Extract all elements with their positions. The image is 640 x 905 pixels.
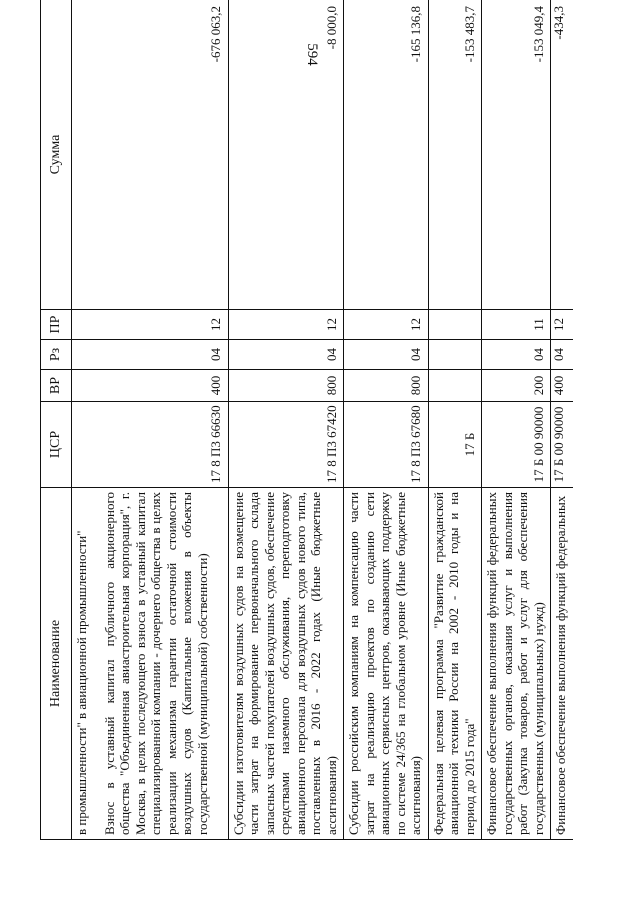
row-vr: 400 xyxy=(100,370,229,402)
row-vr xyxy=(428,370,482,402)
row-pr: 12 xyxy=(100,310,229,340)
row-sum: -165 136,8 xyxy=(344,0,429,310)
table-row xyxy=(100,0,229,840)
row-csr: 17 Б xyxy=(428,402,482,488)
table-row xyxy=(551,0,573,840)
row-rz xyxy=(72,340,100,370)
table-row xyxy=(72,0,100,840)
row-rz xyxy=(428,340,482,370)
row-name: Субсидии российским компаниям на компенсацию части затрат на реализацию проектов по созданию сети авиационных сервисных центров, оказывающих поддержку по системе 24/365 на глобальном уровне (Иные бюджетные ассигнования) xyxy=(344,488,429,840)
header-name: Наименование xyxy=(41,488,72,840)
row-sum: -676 063,2 xyxy=(100,0,229,310)
row-vr: 800 xyxy=(228,370,344,402)
table-row xyxy=(428,0,482,840)
row-name: в промышленности" в авиационной промышленности" xyxy=(72,488,100,840)
budget-table xyxy=(40,0,573,840)
row-rz: 04 xyxy=(344,340,429,370)
table-header-row xyxy=(41,0,72,840)
row-pr xyxy=(72,310,100,340)
row-vr: 800 xyxy=(344,370,429,402)
page-number: 594 xyxy=(303,43,320,66)
row-csr xyxy=(72,402,100,488)
header-vr: ВР xyxy=(41,370,72,402)
table-row xyxy=(482,0,551,840)
row-pr xyxy=(428,310,482,340)
row-rz: 04 xyxy=(482,340,551,370)
row-rz: 04 xyxy=(228,340,344,370)
row-pr: 12 xyxy=(551,310,573,340)
table-row xyxy=(344,0,429,840)
row-pr: 12 xyxy=(344,310,429,340)
row-rz: 04 xyxy=(100,340,229,370)
row-csr: 17 8 П3 67420 xyxy=(228,402,344,488)
header-pr: ПР xyxy=(41,310,72,340)
row-sum: -8 000,0 xyxy=(228,0,344,310)
row-name: Федеральная целевая программа "Развитие гражданской авиационной техники России на 2002 - 2010 годы и на период до 2015 года" xyxy=(428,488,482,840)
row-sum: -153 049,4 xyxy=(482,0,551,310)
table-row xyxy=(228,0,344,840)
row-sum: -153 483,7 xyxy=(428,0,482,310)
row-vr: 400 xyxy=(551,370,573,402)
row-name: Финансовое обеспечение выполнения функций федеральных xyxy=(551,488,573,840)
rotated-page xyxy=(40,0,600,840)
row-rz: 04 xyxy=(551,340,573,370)
row-vr: 200 xyxy=(482,370,551,402)
header-csr: ЦСР xyxy=(41,402,72,488)
row-csr: 17 Б 00 90000 xyxy=(551,402,573,488)
row-pr: 11 xyxy=(482,310,551,340)
row-sum: -434,3 xyxy=(551,0,573,310)
row-name: Субсидии изготовителям воздушных судов на возмещение части затрат на формирование первоначального склада запасных частей покупателей воздушных судов, обеспечение средствами наземного обслуживания, переподготовку авиационного персонала для воздушных судов нового типа, поставленных в 2016 - 2022 годах (Иные бюджетные ассигнования) xyxy=(228,488,344,840)
header-rz: Рз xyxy=(41,340,72,370)
row-sum xyxy=(72,0,100,310)
row-name: Финансовое обеспечение выполнения функций федеральных государственных органов, оказания услуг и выполнения работ (Закупка товаров, работ и услуг для обеспечения государственных (муниципальных) нужд) xyxy=(482,488,551,840)
row-csr: 17 Б 00 90000 xyxy=(482,402,551,488)
row-csr: 17 8 П3 66630 xyxy=(100,402,229,488)
header-sum: Сумма xyxy=(41,0,72,310)
row-pr: 12 xyxy=(228,310,344,340)
row-vr xyxy=(72,370,100,402)
row-name: Взнос в уставный капитал публичного акционерного общества "Объединенная авиастроительная корпорация", г. Москва, в целях последующего взноса в уставный капитал специализированной компании - дочернего общества в целях реализации механизма гарантии остаточной стоимости воздушных судов (Капитальные вложения в объекты государственной (муниципальной) собственности) xyxy=(100,488,229,840)
row-csr: 17 8 П3 67680 xyxy=(344,402,429,488)
